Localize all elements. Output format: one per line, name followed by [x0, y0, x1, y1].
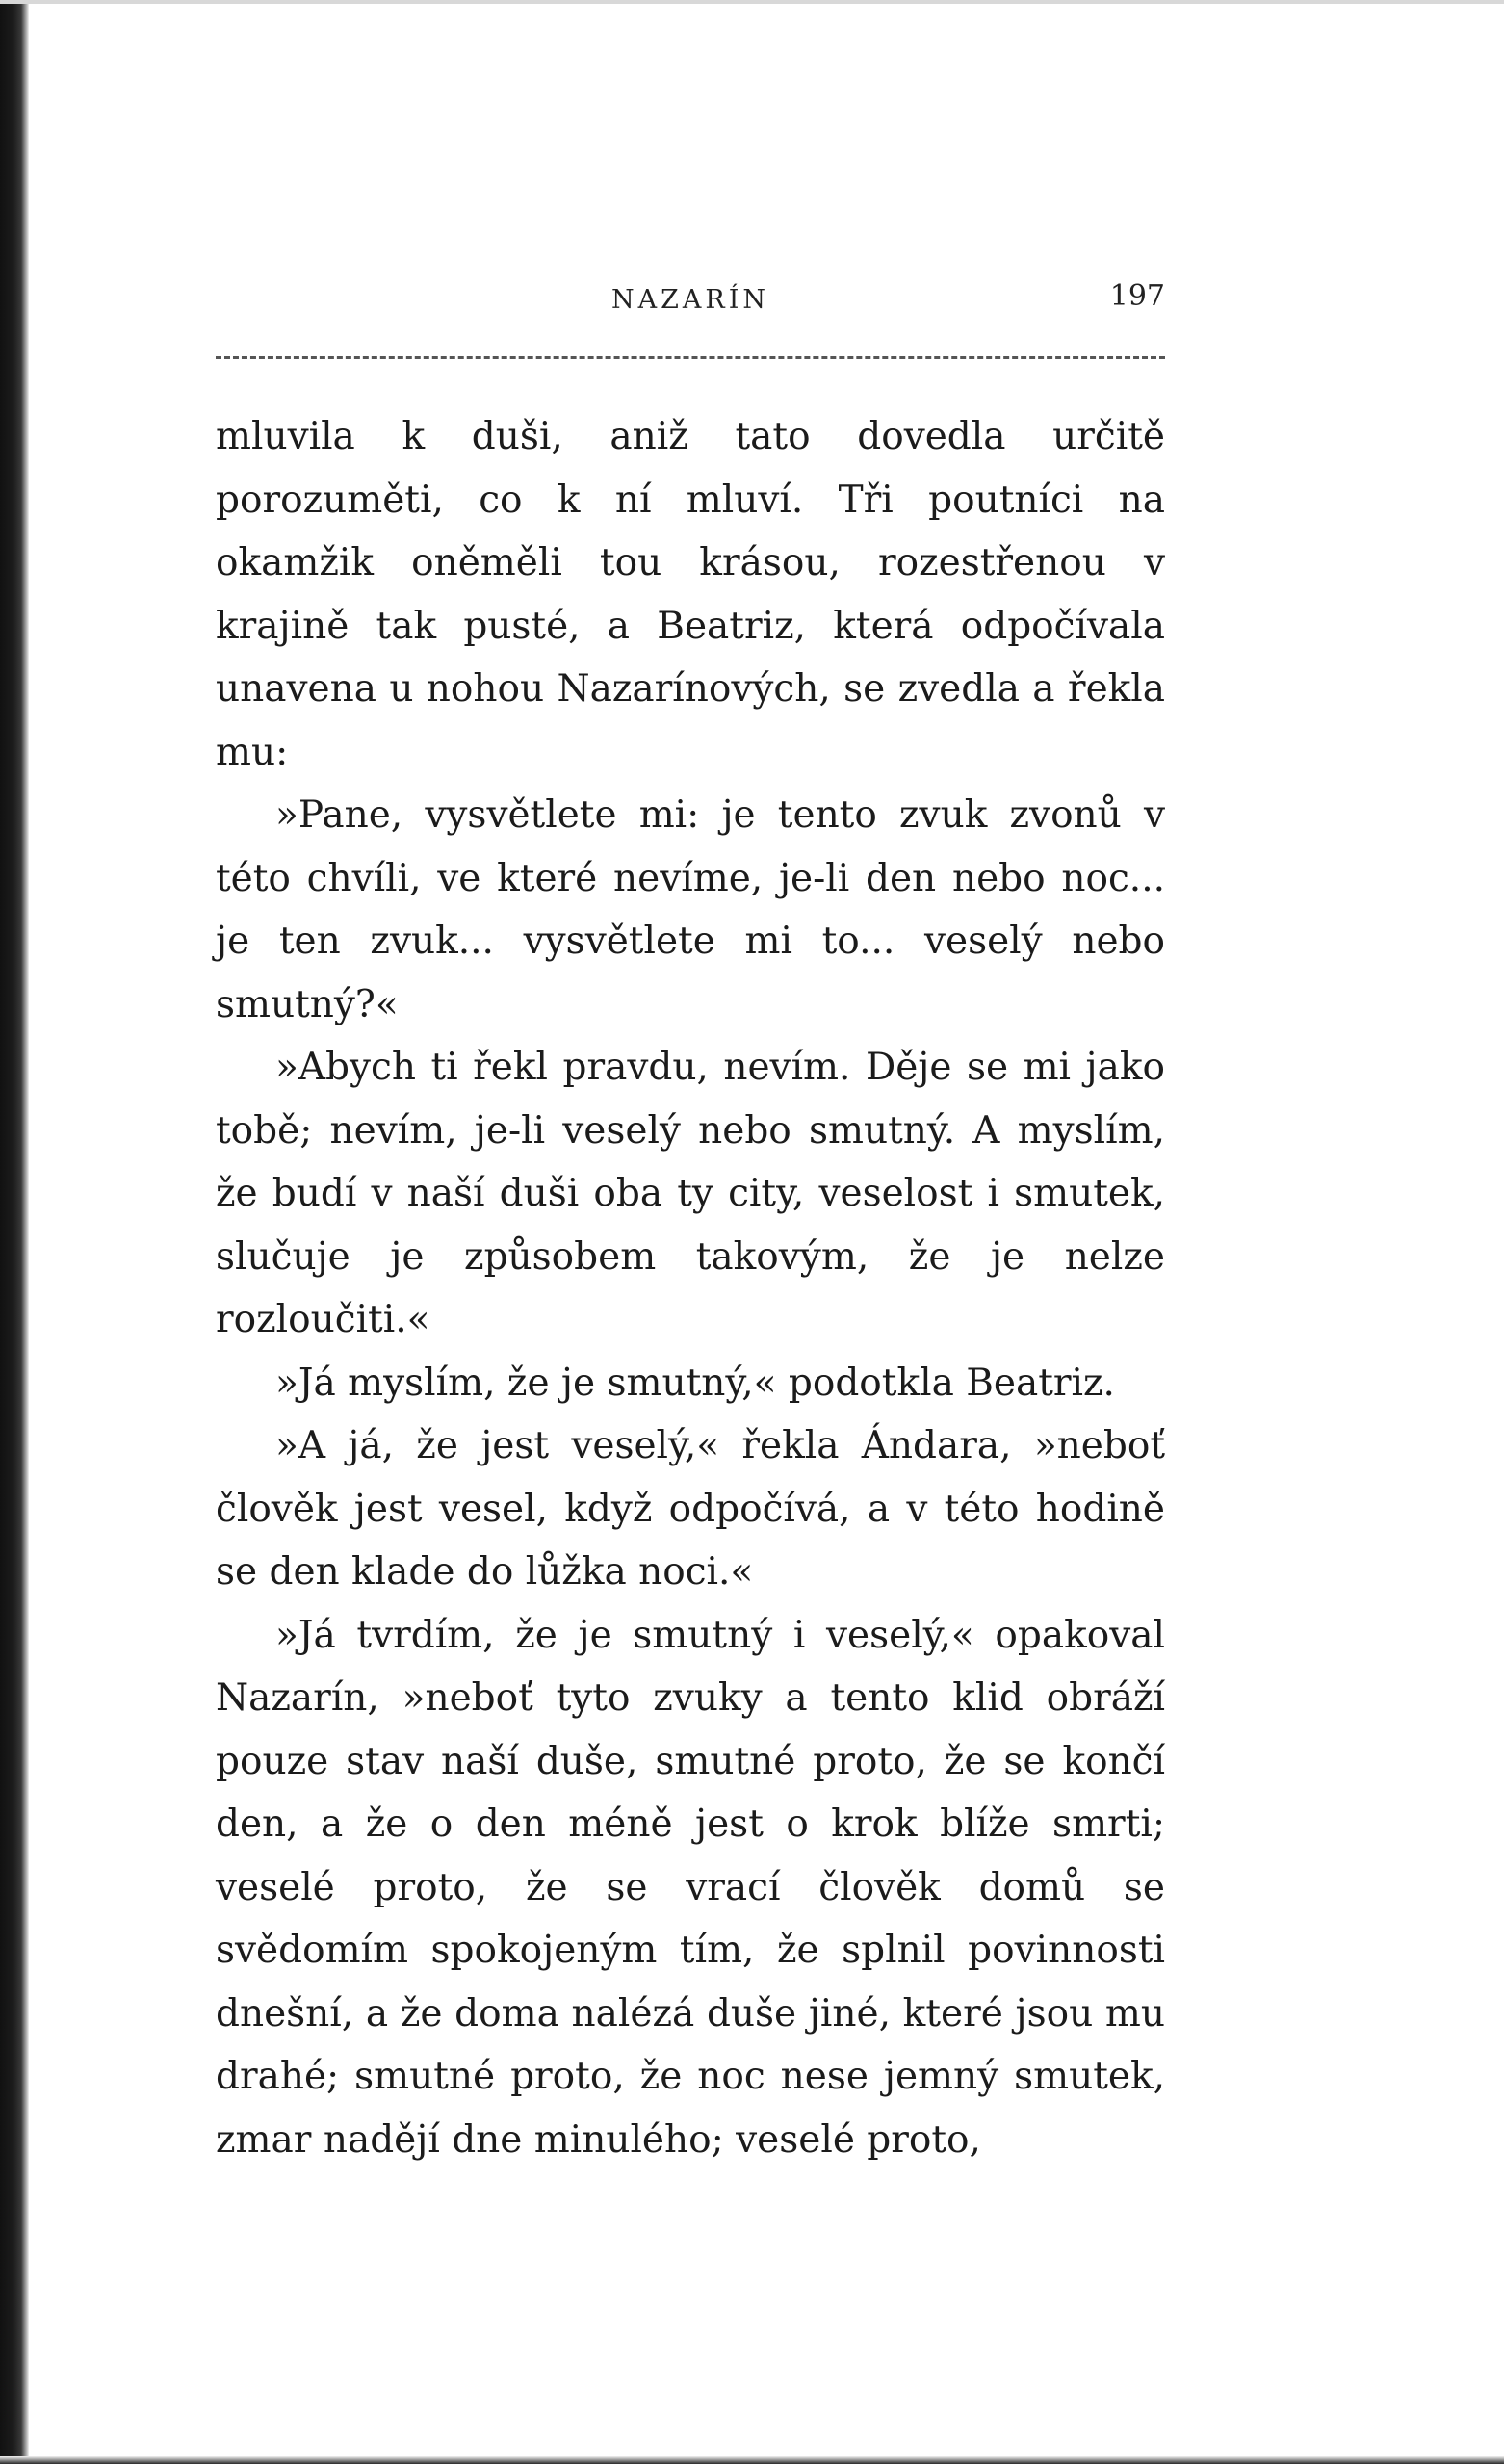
- page-bottom-edge: [0, 2456, 1504, 2464]
- page-top-edge: [0, 0, 1504, 4]
- running-title: NAZARÍN: [610, 285, 769, 315]
- running-head: [216, 279, 1165, 327]
- body-text: [216, 405, 1165, 2171]
- paragraph: »Já myslím, že je smutný,« podotkla Beatriz.: [275, 1361, 1115, 1405]
- page-number: 197: [1109, 279, 1165, 313]
- book-page: [216, 279, 1165, 2171]
- paragraph: »Abych ti řekl pravdu, nevím. Děje se mi jako tobě; nevím, je-li veselý nebo smutný. A myslím, že budí v naší duši oba ty city, veselost i smutek, slučuje je způsobem takovým, že je nelze rozloučiti.«: [216, 1046, 1165, 1341]
- paragraph: »Pane, vysvětlete mi: je tento zvuk zvonů v této chvíli, ve které nevíme, je-li den nebo noc... je ten zvuk... vysvětlete mi to... veselý nebo smutný?«: [216, 793, 1165, 1026]
- paragraph: mluvila k duši, aniž tato dovedla určitě porozuměti, co k ní mluví. Tři poutníci na okamžik oněměli tou krásou, rozestřenou v krajině tak pusté, a Beatriz, která odpočívala unavena u nohou Nazarínových, se zvedla a řekla mu:: [216, 415, 1165, 774]
- book-spine-edge: [0, 0, 29, 2464]
- paragraph: »Já tvrdím, že je smutný i veselý,« opakoval Nazarín, »neboť tyto zvuky a tento klid obráží pouze stav naší duše, smutné proto, že se končí den, a že o den méně jest o krok blíže smrti; veselé proto, že se vrací člověk domů se svědomím spokojeným tím, že splnil povinnosti dnešní, a že doma nalézá duše jiné, které jsou mu drahé; smutné proto, že noc nese jemný smutek, zmar nadějí dne minulého; veselé proto,: [216, 1613, 1165, 2162]
- paragraph: »A já, že jest veselý,« řekla Ándara, »neboť člověk jest vesel, když odpočívá, a v této hodině se den klade do lůžka noci.«: [216, 1424, 1165, 1594]
- header-rule: [216, 356, 1165, 359]
